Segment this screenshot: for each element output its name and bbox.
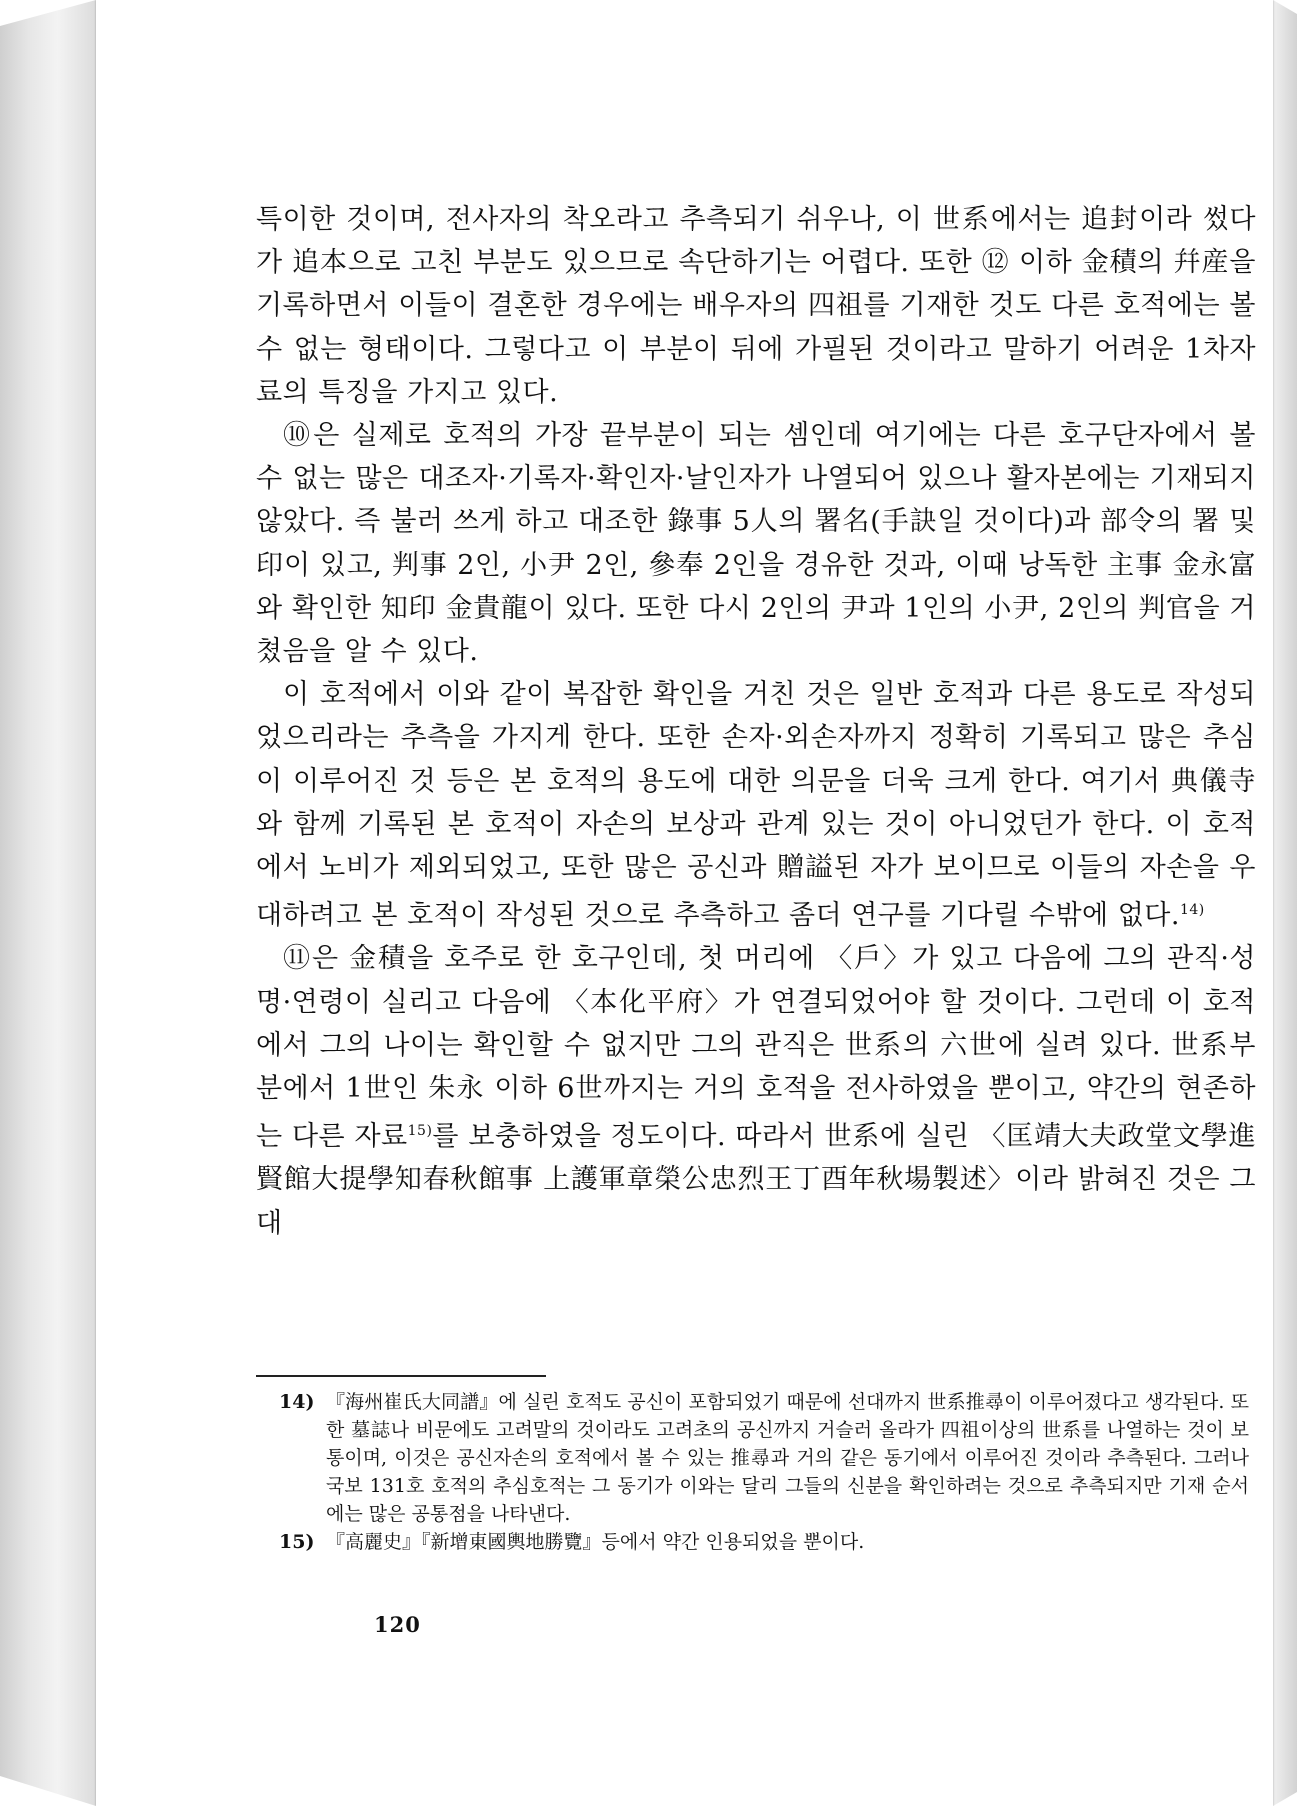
paragraph-4 xyxy=(256,937,1256,1244)
book-page xyxy=(96,0,1273,1806)
footnote-number: 14) xyxy=(279,1391,315,1413)
book-page-edge-left xyxy=(0,0,96,1806)
paragraph-3-text: 이 호적에서 이와 같이 복잡한 확인을 거친 것은 일반 호적과 다른 용도로 작성되었으리라는 추측을 가지게 한다. 또한 손자·외손자까지 정확히 기록되고 많은 추심이 이루어진 것 등은 본 호적의 용도에 대한 의문을 더욱 크게 한다. 여기서 典儀寺와 함께 기록된 본 호적이 자손의 보상과 관계 있는 것이 아니었던가 한다. 이 호적에서 노비가 제외되었고, 또한 많은 공신과 贈謚된 자가 보이므로 이들의 자손을 우대하려고 본 호적이 작성된 것으로 추측하고 좀더 연구를 기다릴 수밖에 없다. xyxy=(256,679,1256,932)
footnote-14 xyxy=(279,1388,1249,1528)
footnote-15 xyxy=(279,1528,1249,1556)
footnote-number: 15) xyxy=(279,1531,315,1553)
paragraph-4-text-b: 를 보충하였을 정도이다. 따라서 世系에 실린 〈匡靖大夫政堂文學進賢館大提學知春秋館事 上護軍章榮公忠烈王丁酉年秋場製述〉이라 밝혀진 것은 그대 xyxy=(256,1121,1257,1239)
paragraph-3 xyxy=(256,673,1256,937)
footnote-divider xyxy=(256,1375,546,1377)
paragraph-2: ⑩은 실제로 호적의 가장 끝부분이 되는 셈인데 여기에는 다른 호구단자에서 볼 수 없는 많은 대조자·기록자·확인자·날인자가 나열되어 있으나 활자본에는 기재되지 않았다. 즉 불러 쓰게 하고 대조한 錄事 5人의 署名(手訣일 것이다)과 部令의 署 및 印이 있고, 判事 2인, 小尹 2인, 參奉 2인을 경유한 것과, 이때 낭독한 主事 金永富와 확인한 知印 金貴龍이 있다. 또한 다시 2인의 尹과 1인의 小尹, 2인의 判官을 거쳤음을 알 수 있다. xyxy=(256,420,1256,668)
footnote-text: 『高麗史』『新增東國輿地勝覽』등에서 약간 인용되었을 뿐이다. xyxy=(326,1531,865,1553)
paragraph-4-text-a: ⑪은 金積을 호주로 한 호구인데, 첫 머리에 〈戶〉가 있고 다음에 그의 관직·성명·연령이 실리고 다음에 〈本化平府〉가 연결되었어야 할 것이다. 그런데 이 호적에서 그의 나이는 확인할 수 없지만 그의 관직은 世系의 六世에 실려 있다. 世系부분에서 1世인 朱永 이하 6世까지는 거의 호적을 전사하였을 뿐이고, 약간의 현존하는 다른 자료 xyxy=(256,943,1256,1153)
footnote-text: 『海州崔氏大同譜』에 실린 호적도 공신이 포함되었기 때문에 선대까지 世系推尋이 이루어졌다고 생각된다. 또한 墓誌나 비문에도 고려말의 것이라도 고려초의 공신까지 거슬러 올라가 四祖이상의 世系를 나열하는 것이 보통이며, 이것은 공신자손의 호적에서 볼 수 있는 推尋과 거의 같은 동기에서 이루어진 것이라 추측된다. 그러나 국보 131호 호적의 추심호적는 그 동기가 이와는 달리 그들의 신분을 확인하려는 것으로 추측되지만 기재 순서에는 많은 공통점을 나타낸다. xyxy=(326,1391,1249,1525)
footnotes xyxy=(279,1388,1249,1556)
footnote-ref-15: 15) xyxy=(407,1123,433,1140)
page-number: 120 xyxy=(374,1612,421,1637)
body-text xyxy=(256,198,1256,1245)
paragraph-1: 특이한 것이며, 전사자의 착오라고 추측되기 쉬우나, 이 世系에서는 追封이라 썼다가 追本으로 고친 부분도 있으므로 속단하기는 어렵다. 또한 ⑫ 이하 金積의 幷産을 기록하면서 이들이 결혼한 경우에는 배우자의 四祖를 기재한 것도 다른 호적에는 볼 수 없는 형태이다. 그렇다고 이 부분이 뒤에 가필된 것이라고 말하기 어려운 1차자료의 특징을 가지고 있다. xyxy=(256,204,1256,408)
book-page-edge-right xyxy=(1273,0,1297,1806)
footnote-ref-14: 14) xyxy=(1179,902,1205,919)
